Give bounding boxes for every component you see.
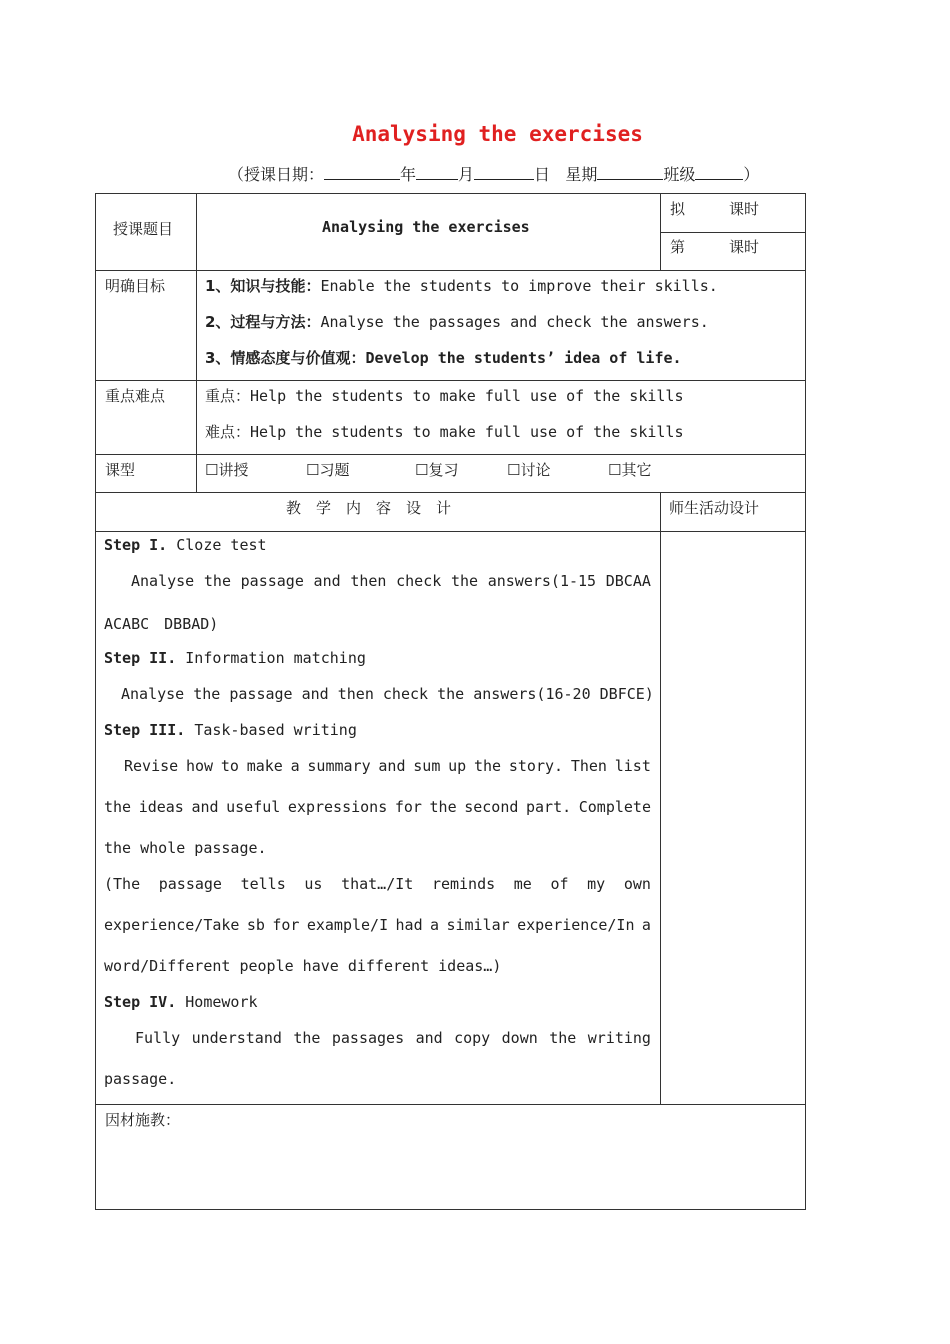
label-di: 第 — [670, 238, 686, 256]
table-border-top — [95, 193, 806, 194]
activity-design-header: 师生活动设计 — [669, 499, 760, 517]
step-2-heading: Step II. Information matching — [104, 649, 366, 667]
step-3-line-5: experience/Take sb for example/I had a similar experience/In a — [104, 916, 651, 934]
checkbox-other[interactable]: ☐其它 — [608, 461, 652, 479]
label-keshi-1: 课时 — [729, 200, 760, 218]
day-blank — [474, 165, 534, 180]
col-sep-keshi — [660, 193, 661, 271]
step-4-line-2: passage. — [104, 1070, 177, 1088]
date-blank — [324, 165, 400, 180]
objective-2: 2、过程与方法：Analyse the passages and check the answers. — [205, 313, 709, 331]
step-3-line-2: the ideas and useful expressions for the second part. Complete — [104, 798, 651, 816]
table-border-bottom — [95, 1209, 806, 1210]
checkbox-exercise[interactable]: ☐习题 — [306, 461, 350, 479]
label-key-points: 重点难点 — [105, 387, 166, 405]
step-3-line-1: Revise how to make a summary and sum up the story. Then list — [124, 757, 651, 775]
content-design-header: 教 学 内 容 设 计 — [286, 499, 452, 517]
step-2-line-1: Analyse the passage and then check the answers(16-20 DBFCE) — [121, 685, 654, 703]
label-topic: 授课题目 — [113, 220, 174, 238]
step-4-heading: Step IV. Homework — [104, 993, 258, 1011]
label-lesson-type: 课型 — [105, 461, 136, 479]
checkbox-discussion[interactable]: ☐讨论 — [507, 461, 551, 479]
objective-3: 3、情感态度与价值观：Develop the students’ idea of life. — [205, 349, 682, 367]
col-sep-label — [196, 193, 197, 492]
label-keshi-2: 课时 — [729, 238, 760, 256]
step-1-line-1: Analyse the passage and then check the answers(1-15 DBCAA — [131, 572, 651, 590]
page-title: Analysing the exercises — [352, 122, 643, 146]
week-blank — [597, 165, 663, 180]
table-border-left — [95, 193, 96, 1210]
step-3-line-4: (The passage tells us that…/It reminds me of my own — [104, 875, 651, 893]
checkbox-lecture[interactable]: ☐讲授 — [205, 461, 249, 479]
objective-1: 1、知识与技能：Enable the students to improve their skills. — [205, 277, 718, 295]
step-1-heading: Step I. Cloze test — [104, 536, 267, 554]
row-sep-5 — [95, 531, 806, 532]
label-ni: 拟 — [670, 200, 686, 218]
step-4-line-1: Fully understand the passages and copy down the writing — [135, 1029, 651, 1047]
class-blank — [695, 165, 743, 180]
label-objectives: 明确目标 — [105, 277, 166, 295]
step-3-line-6: word/Different people have different ideas…) — [104, 957, 502, 975]
label-reflection: 因材施教： — [105, 1111, 181, 1129]
table-border-right — [805, 193, 806, 1210]
row-split-keshi — [660, 232, 806, 233]
month-blank — [416, 165, 458, 180]
lesson-topic: Analysing the exercises — [322, 218, 530, 236]
checkbox-review[interactable]: ☐复习 — [415, 461, 459, 479]
step-1-line-2: ACABC DBBAD) — [104, 615, 219, 633]
step-3-heading: Step III. Task-based writing — [104, 721, 357, 739]
row-sep-1 — [95, 270, 806, 271]
row-sep-3 — [95, 454, 806, 455]
key-point: 重点：Help the students to make full use of the skills — [205, 387, 684, 405]
date-line: （授课日期： 年 月 日 星期 班级 ） — [228, 165, 760, 184]
step-3-line-3: the whole passage. — [104, 839, 267, 857]
row-sep-4 — [95, 492, 806, 493]
col-sep-activity — [660, 492, 661, 1105]
difficult-point: 难点：Help the students to make full use of the skills — [205, 423, 684, 441]
row-sep-2 — [95, 380, 806, 381]
row-sep-6 — [95, 1104, 806, 1105]
